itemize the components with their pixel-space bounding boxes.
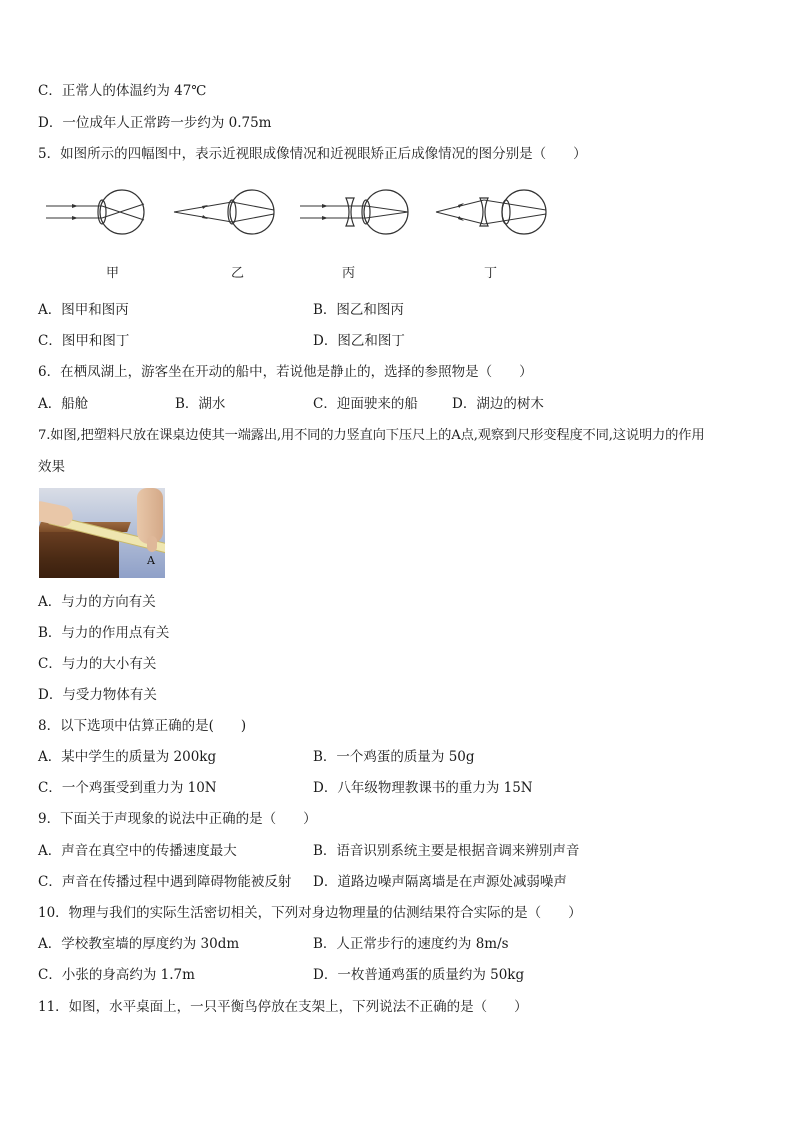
q8-option-b: B．一个鸡蛋的质量为 50g: [313, 749, 475, 765]
q5-option-d: D．图乙和图丁: [313, 333, 405, 349]
q6-option-b: B．湖水: [175, 396, 226, 412]
figure-label-ding: 丁: [484, 266, 498, 281]
question-6: 6．在栖凤湖上，游客坐在开动的船中，若说他是静止的，选择的参照物是（ ）: [38, 364, 533, 380]
question-10: 10．物理与我们的实际生活密切相关，下列对身边物理量的估测结果符合实际的是（ ）: [38, 905, 582, 921]
q10-option-c: C．小张的身高约为 1.7m: [38, 967, 195, 983]
q10-option-a: A．学校教室墙的厚度约为 30dm: [38, 936, 240, 952]
figure-label-jia: 甲: [106, 266, 120, 281]
option-c-temperature: C．正常人的体温约为 47℃: [38, 83, 207, 99]
eye-diagram-ding: [434, 190, 550, 240]
figure-label-bing: 丙: [342, 266, 356, 281]
q9-option-a: A．声音在真空中的传播速度最大: [38, 843, 237, 859]
figure-label-yi: 乙: [231, 266, 245, 281]
question-9: 9．下面关于声现象的说法中正确的是（ ）: [38, 811, 317, 827]
finger-shape: [147, 536, 157, 552]
q9-option-c: C．声音在传播过程中遇到障碍物能被反射: [38, 874, 292, 890]
q7-option-c: C．与力的大小有关: [38, 656, 157, 672]
q6-option-d: D．湖边的树木: [452, 396, 544, 412]
q10-option-b: B．人正常步行的速度约为 8m/s: [313, 936, 509, 952]
q7-option-b: B．与力的作用点有关: [38, 625, 170, 641]
question-7-line1: 7.如图,把塑料尺放在课桌边使其一端露出,用不同的力竖直向下压尺上的A点,观察到尺形变程度不同,这说明力的作用: [38, 428, 705, 443]
q8-option-c: C．一个鸡蛋受到重力为 10N: [38, 780, 217, 796]
eye-diagram-yi: [172, 190, 282, 240]
question-5: 5．如图所示的四幅图中，表示近视眼成像情况和近视眼矫正后成像情况的图分别是（ ）: [38, 146, 587, 162]
q7-option-d: D．与受力物体有关: [38, 687, 157, 703]
q5-option-c: C．图甲和图丁: [38, 333, 130, 349]
point-a-label: A: [147, 554, 155, 567]
q5-option-a: A．图甲和图丙: [38, 302, 129, 318]
question-11: 11．如图，水平桌面上，一只平衡鸟停放在支架上，下列说法不正确的是（ ）: [38, 999, 528, 1015]
ruler-on-desk-photo: [39, 488, 165, 578]
q8-option-d: D．八年级物理教课书的重力为 15N: [313, 780, 533, 796]
option-d-step: D．一位成年人正常跨一步约为 0.75m: [38, 115, 272, 131]
eye-diagram-jia: [44, 190, 154, 240]
q9-option-d: D．道路边噪声隔离墙是在声源处减弱噪声: [313, 874, 567, 890]
q6-option-c: C．迎面驶来的船: [313, 396, 418, 412]
question-7-line2: 效果: [38, 459, 65, 475]
question-8: 8．以下选项中估算正确的是( ): [38, 718, 247, 734]
q10-option-d: D．一枚普通鸡蛋的质量约为 50kg: [313, 967, 525, 983]
q7-option-a: A．与力的方向有关: [38, 594, 156, 610]
q6-option-a: A．船舱: [38, 396, 89, 412]
eye-diagram-bing: [298, 190, 418, 240]
q9-option-b: B．语音识别系统主要是根据音调来辨别声音: [313, 843, 580, 859]
q5-option-b: B．图乙和图丙: [313, 302, 404, 318]
q8-option-a: A．某中学生的质量为 200kg: [38, 749, 217, 765]
